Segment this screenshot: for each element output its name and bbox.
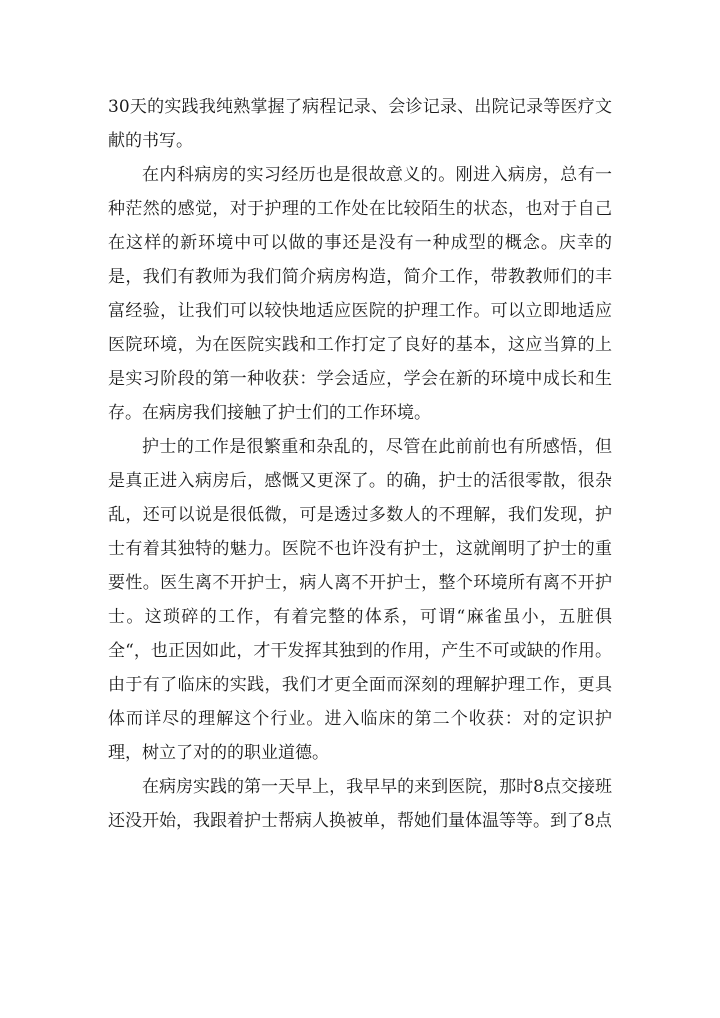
paragraph-first-day: 在病房实践的第一天早上，我早早的来到医院，那时8点交接班还没开始，我跟着护士帮病人换被单，帮她们量体温等等。到了8点 [108, 777, 612, 831]
paragraph-nurse-work: 护士的工作是很繁重和杂乱的，尽管在此前前也有所感悟，但是真正进入病房后，感慨又更深了。的确，护士的活很零散，很杂乱，还可以说是很低微，可是透过多数人的不理解，我们发现，护士有着其独特的魅力。医院不也许没有护士，这就阐明了护士的重要性。医生离不开护士，病人离不开护士，整个环境所有离不开护士。这琐碎的工作，有着完整的体系，可谓“麻雀虽小，五脏俱全“，也正因如此，才干发挥其独到的作用，产生不可或缺的作用。由于有了临床的实践，我们才更全面而深刻的理解护理工作，更具体而详尽的理解这个行业。进入临床的第二个收获：对的定识护理，树立了对的的职业道德。 [108, 437, 612, 763]
document-body [108, 90, 612, 838]
paragraph-continuation: 30天的实践我纯熟掌握了病程记录、会诊记录、出院记录等医疗文献的书写。 [108, 97, 612, 151]
paragraph-internal-medicine-ward: 在内科病房的实习经历也是很故意义的。刚进入病房，总有一种茫然的感觉，对于护理的工作处在比较陌生的状态，也对于自己在这样的新环境中可以做的事还是没有一种成型的概念。庆幸的是，我们有教师为我们简介病房构造，简介工作，带教教师们的丰富经验，让我们可以较快地适应医院的护理工作。可以立即地适应医院环境，为在医院实践和工作打定了良好的基本，这应当算的上是实习阶段的第一种收获：学会适应，学会在新的环境中成长和生存。在病房我们接触了护士们的工作环境。 [108, 165, 612, 423]
